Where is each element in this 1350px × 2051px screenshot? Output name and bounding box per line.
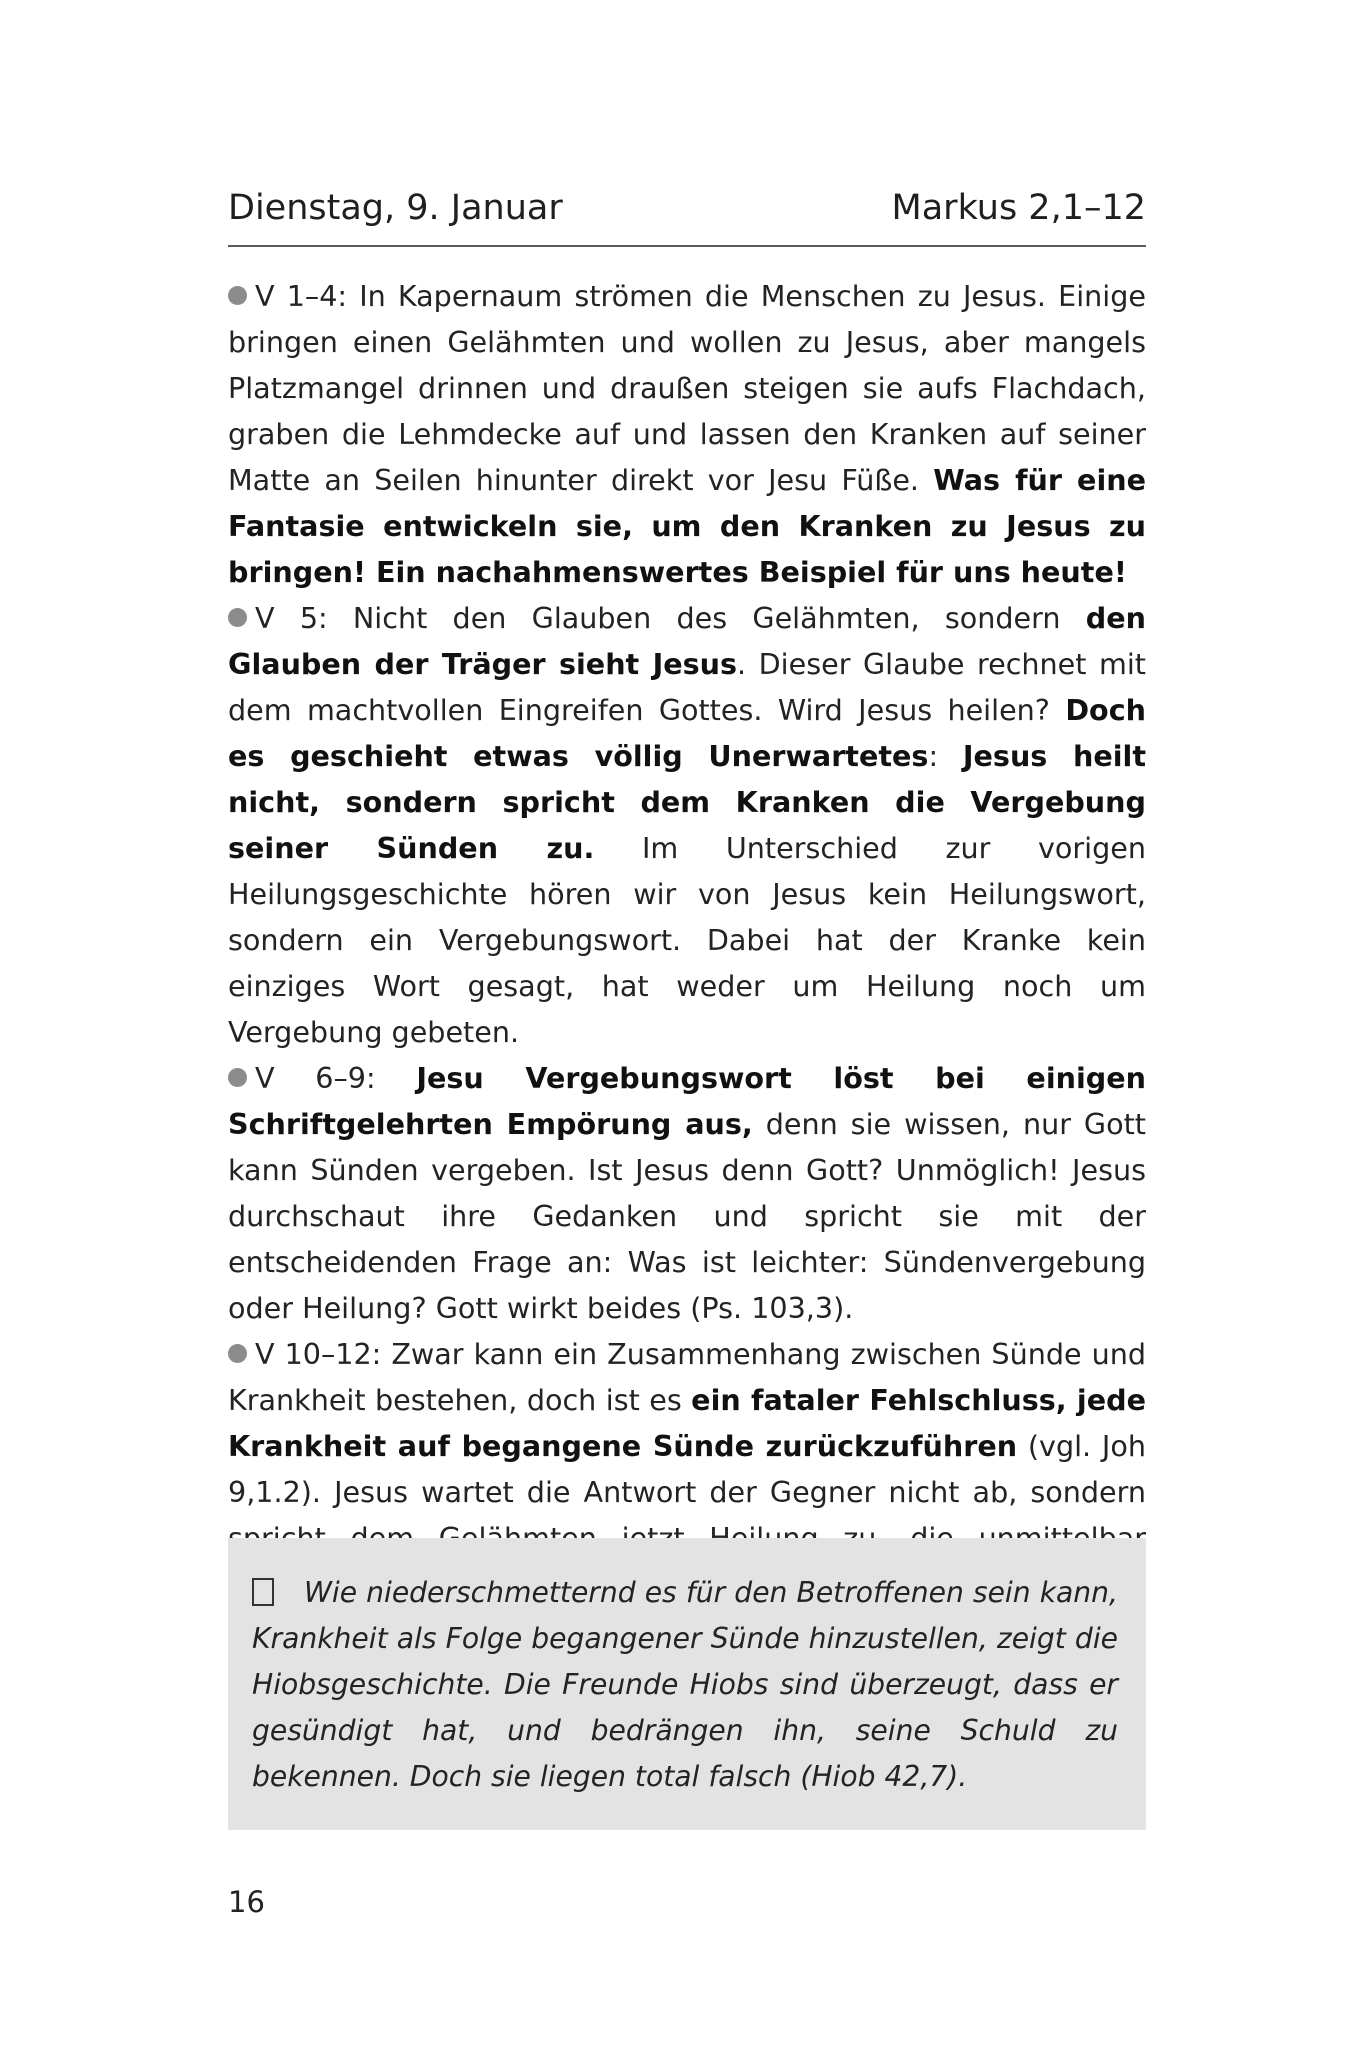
page-number: 16 <box>228 1885 265 1919</box>
bullet-icon <box>228 1344 247 1363</box>
page-header <box>228 186 1146 230</box>
commentary-body <box>228 273 1146 1607</box>
section-v5 <box>228 595 1146 1055</box>
section-emphasis: Was für eine Fantasie entwickeln sie, um den Kranken zu Jesus zu bringen! Ein nachahmenswertes Beispiel für uns heute! <box>228 463 1146 589</box>
section-emphasis: den Glauben der Träger sieht Jesus <box>228 601 1146 681</box>
bullet-icon <box>228 608 247 627</box>
section-text: Nicht den Glauben des Gelähmten, sondern <box>352 601 1086 635</box>
section-emphasis: Doch es geschieht etwas völlig Unerwartetes <box>228 693 1146 773</box>
header-rule <box>228 245 1146 247</box>
section-v1-4 <box>228 273 1146 595</box>
section-text: (vgl. Joh 9,1.2). Jesus wartet die Antwort der Gegner nicht ab, sondern <box>228 1429 1146 1509</box>
section-text: Im Unterschied zur vorigen Heilungsgeschichte hören wir von Jesus kein Heilungswort, sondern ein Vergebungswort. Dabei hat der Kranke kein einziges Wort gesagt, hat weder um Heilung noch um Vergebung gebeten. <box>228 831 1146 1049</box>
bullet-icon <box>228 286 247 305</box>
bullet-icon <box>228 1068 247 1087</box>
section-text: denn sie wissen, nur Gott kann Sünden vergeben. Ist Jesus denn Gott? Unmöglich! Jesus durchschaut ihre Gedanken und spricht sie mit der entscheidenden Frage an: Was ist leichter: Sündenvergebung oder Heilung? Gott wirkt beides (Ps. 103,3). <box>228 1107 1146 1325</box>
verse-label: V 5: <box>255 601 353 635</box>
section-text: In Kapernaum strömen die Menschen zu Jesus. Einige bringen einen Gelähmten und wollen zu Jesus, aber mangels Platzmangel drinnen und draußen steigen sie aufs Flachdach, graben die Lehmdecke auf und lassen den Kranken auf seiner Matte an Seilen hinunter direkt vor Jesu Füße. <box>228 279 1146 497</box>
header-bible-reference: Markus 2,1–12 <box>891 188 1146 228</box>
verse-label: V 10–12: <box>255 1337 392 1371</box>
prayer-box <box>228 1538 1146 1830</box>
section-emphasis: ein fataler Fehlschluss, jede Krankheit auf begangene Sünde zurückzuführen <box>228 1383 1146 1463</box>
section-emphasis: Jesus heilt nicht, sondern spricht dem Kranken die Vergebung seiner Sünden zu. <box>228 739 1147 865</box>
prayer-icon <box>252 1578 274 1606</box>
verse-label: V 6–9: <box>255 1061 417 1095</box>
section-text: Zwar kann ein Zusammenhang zwischen Sünde und Krankheit bestehen, doch ist es <box>228 1337 1146 1417</box>
section-text: . Dieser Glaube rechnet mit dem machtvollen Eingreifen Gottes. Wird Jesus heilen? <box>228 647 1147 727</box>
section-emphasis: Jesu Vergebungswort löst bei einigen Schriftgelehrten Empörung aus, <box>228 1061 1146 1141</box>
section-v6-9 <box>228 1055 1146 1331</box>
header-date: Dienstag, 9. Januar <box>228 188 563 228</box>
section-text: : <box>928 739 963 773</box>
verse-label: V 1–4: <box>255 279 360 313</box>
prayer-text: Wie niederschmetternd es für den Betroffenen sein kann, Krankheit als Folge begangener Sünde hinzustellen, zeigt die Hiobsgeschichte. Die Freunde Hiobs sind überzeugt, dass er gesündigt hat, und bedrängen ihn, seine Schuld zu bekennen. Doch sie liegen total falsch (Hiob 42,7). <box>252 1576 1118 1793</box>
prayer-text-block <box>252 1570 1118 1800</box>
